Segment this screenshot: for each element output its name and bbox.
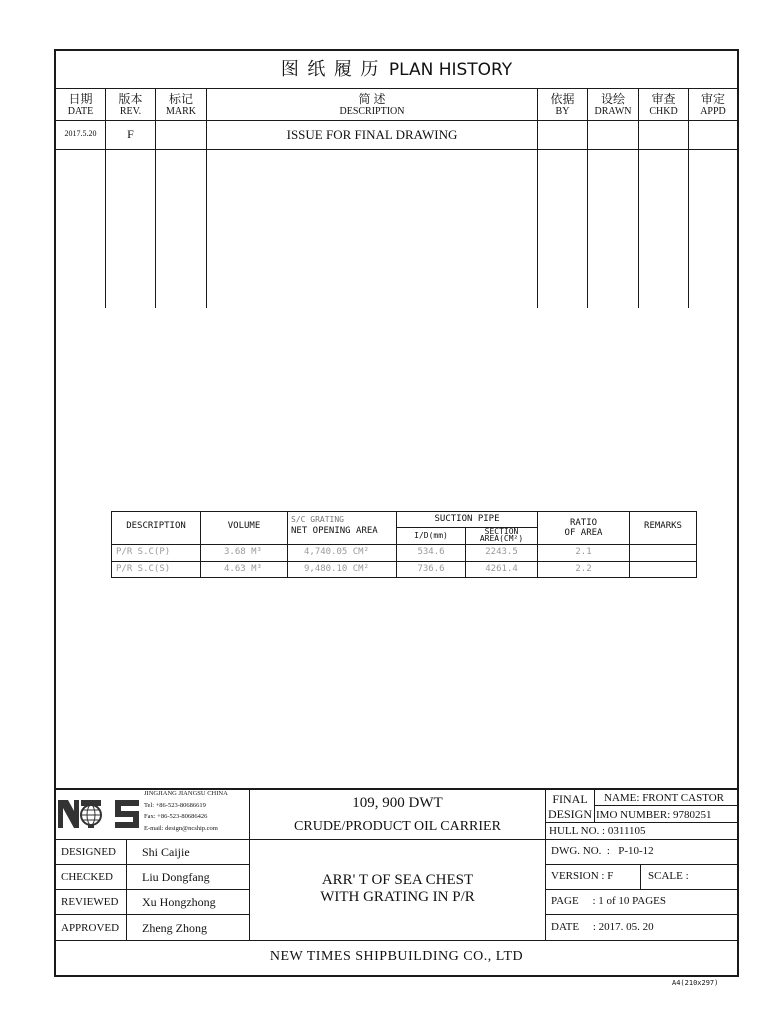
col-header-appd: 审定 APPD [700,92,726,117]
reviewed-label: REVIEWED [61,896,119,908]
dwg-no: DWG. NO. : P-10-12 [551,845,654,857]
sc-header-volume: VOLUME [227,521,261,531]
row-date: 2017.5.20 [64,129,97,138]
sc-header-suction-pipe: SUCTION PIPE [434,514,500,524]
sc-cell-volume: 3.68 M³ [224,547,262,557]
ship-type: CRUDE/PRODUCT OIL CARRIER [294,819,501,834]
hull-no: HULL NO. : 0311105 [549,825,646,837]
sc-cell-pipe-id: 534.6 [417,547,445,557]
version: VERSION : F [551,870,614,882]
row-description: ISSUE FOR FINAL DRAWING [286,127,458,142]
sc-header-grating-2: NET OPENING AREA [291,526,378,536]
sc-cell-pipe-id: 736.6 [417,564,445,574]
checked-label: CHECKED [61,871,113,883]
sc-cell-volume: 4.63 M³ [224,564,262,574]
company-name: NEW TIMES SHIPBUILDING CO., LTD [269,949,524,964]
col-header-by: 依据 BY [550,92,575,117]
sc-header-section-1: SECTION [484,527,519,536]
sc-header-grating-1: S/C GRATING [291,515,344,524]
imo-number: IMO NUMBER: 9780251 [596,809,712,821]
company-address: JINGJIANG JIANGSU CHINA [144,790,228,797]
sc-cell-section: 4261.4 [485,564,518,574]
page-count: PAGE : 1 of 10 PAGES [551,895,667,907]
sc-cell-description: P/R S.C(P) [116,547,171,557]
sc-header-pipe-id: I/D(mm) [414,531,448,540]
sc-header-description: DESCRIPTION [126,521,186,531]
col-header-description: 简 述 DESCRIPTION [339,92,405,117]
sc-header-remarks: REMARKS [644,521,682,531]
designed-by: Shi Caijie [142,845,190,859]
paper-size: A4(210x297) [672,979,719,987]
checked-by: Liu Dongfang [142,870,210,884]
company-email: E-mail: design@ncship.com [144,825,218,832]
sc-cell-grating: 9,480.10 CM² [304,564,370,574]
sc-cell-ratio: 2.1 [575,547,592,557]
sc-cell-section: 2243.5 [485,547,518,557]
sc-cell-ratio: 2.2 [575,564,592,574]
col-header-date: 日期 DATE [67,92,94,117]
designed-label: DESIGNED [61,846,116,858]
drawing-title-2: WITH GRATING IN P/R [320,889,475,905]
sc-cell-description: P/R S.C(S) [116,564,171,574]
approved-by: Zheng Zhong [142,921,207,935]
ship-name: NAME: FRONT CASTOR [604,792,725,804]
ship-dwt: 109, 900 DWT [352,795,443,811]
design-stage-2: DESIGN [548,807,592,821]
scale: SCALE : [648,870,689,882]
col-header-drawn: 设绘 DRAWN [594,92,632,117]
company-tel: Tel: +86-523-80686619 [144,802,206,809]
plan-history-title-en: PLAN HISTORY [388,60,513,80]
approved-label: APPROVED [61,922,120,934]
company-logo [57,797,141,831]
col-header-mark: 标记 MARK [165,92,196,117]
drawing-title-1: ARR' T OF SEA CHEST [321,872,474,888]
plan-history-title-cn: 图 纸 履 历 [280,59,381,79]
sc-header-ratio-2: OF AREA [564,528,603,538]
company-fax: Fax: +86-523-80686426 [144,813,208,820]
row-rev: F [127,127,134,141]
issue-date: DATE : 2017. 05. 20 [551,921,654,933]
reviewed-by: Xu Hongzhong [142,895,216,909]
design-stage-1: FINAL [552,792,588,806]
col-header-chkd: 审查 CHKD [649,92,678,117]
col-header-rev: 版本 REV. [118,92,143,117]
sc-header-ratio-1: RATIO [569,518,598,528]
sc-header-section-2: AREA(CM²) [479,534,524,543]
plan-history-title [54,60,739,79]
sc-cell-grating: 4,740.05 CM² [304,547,370,557]
